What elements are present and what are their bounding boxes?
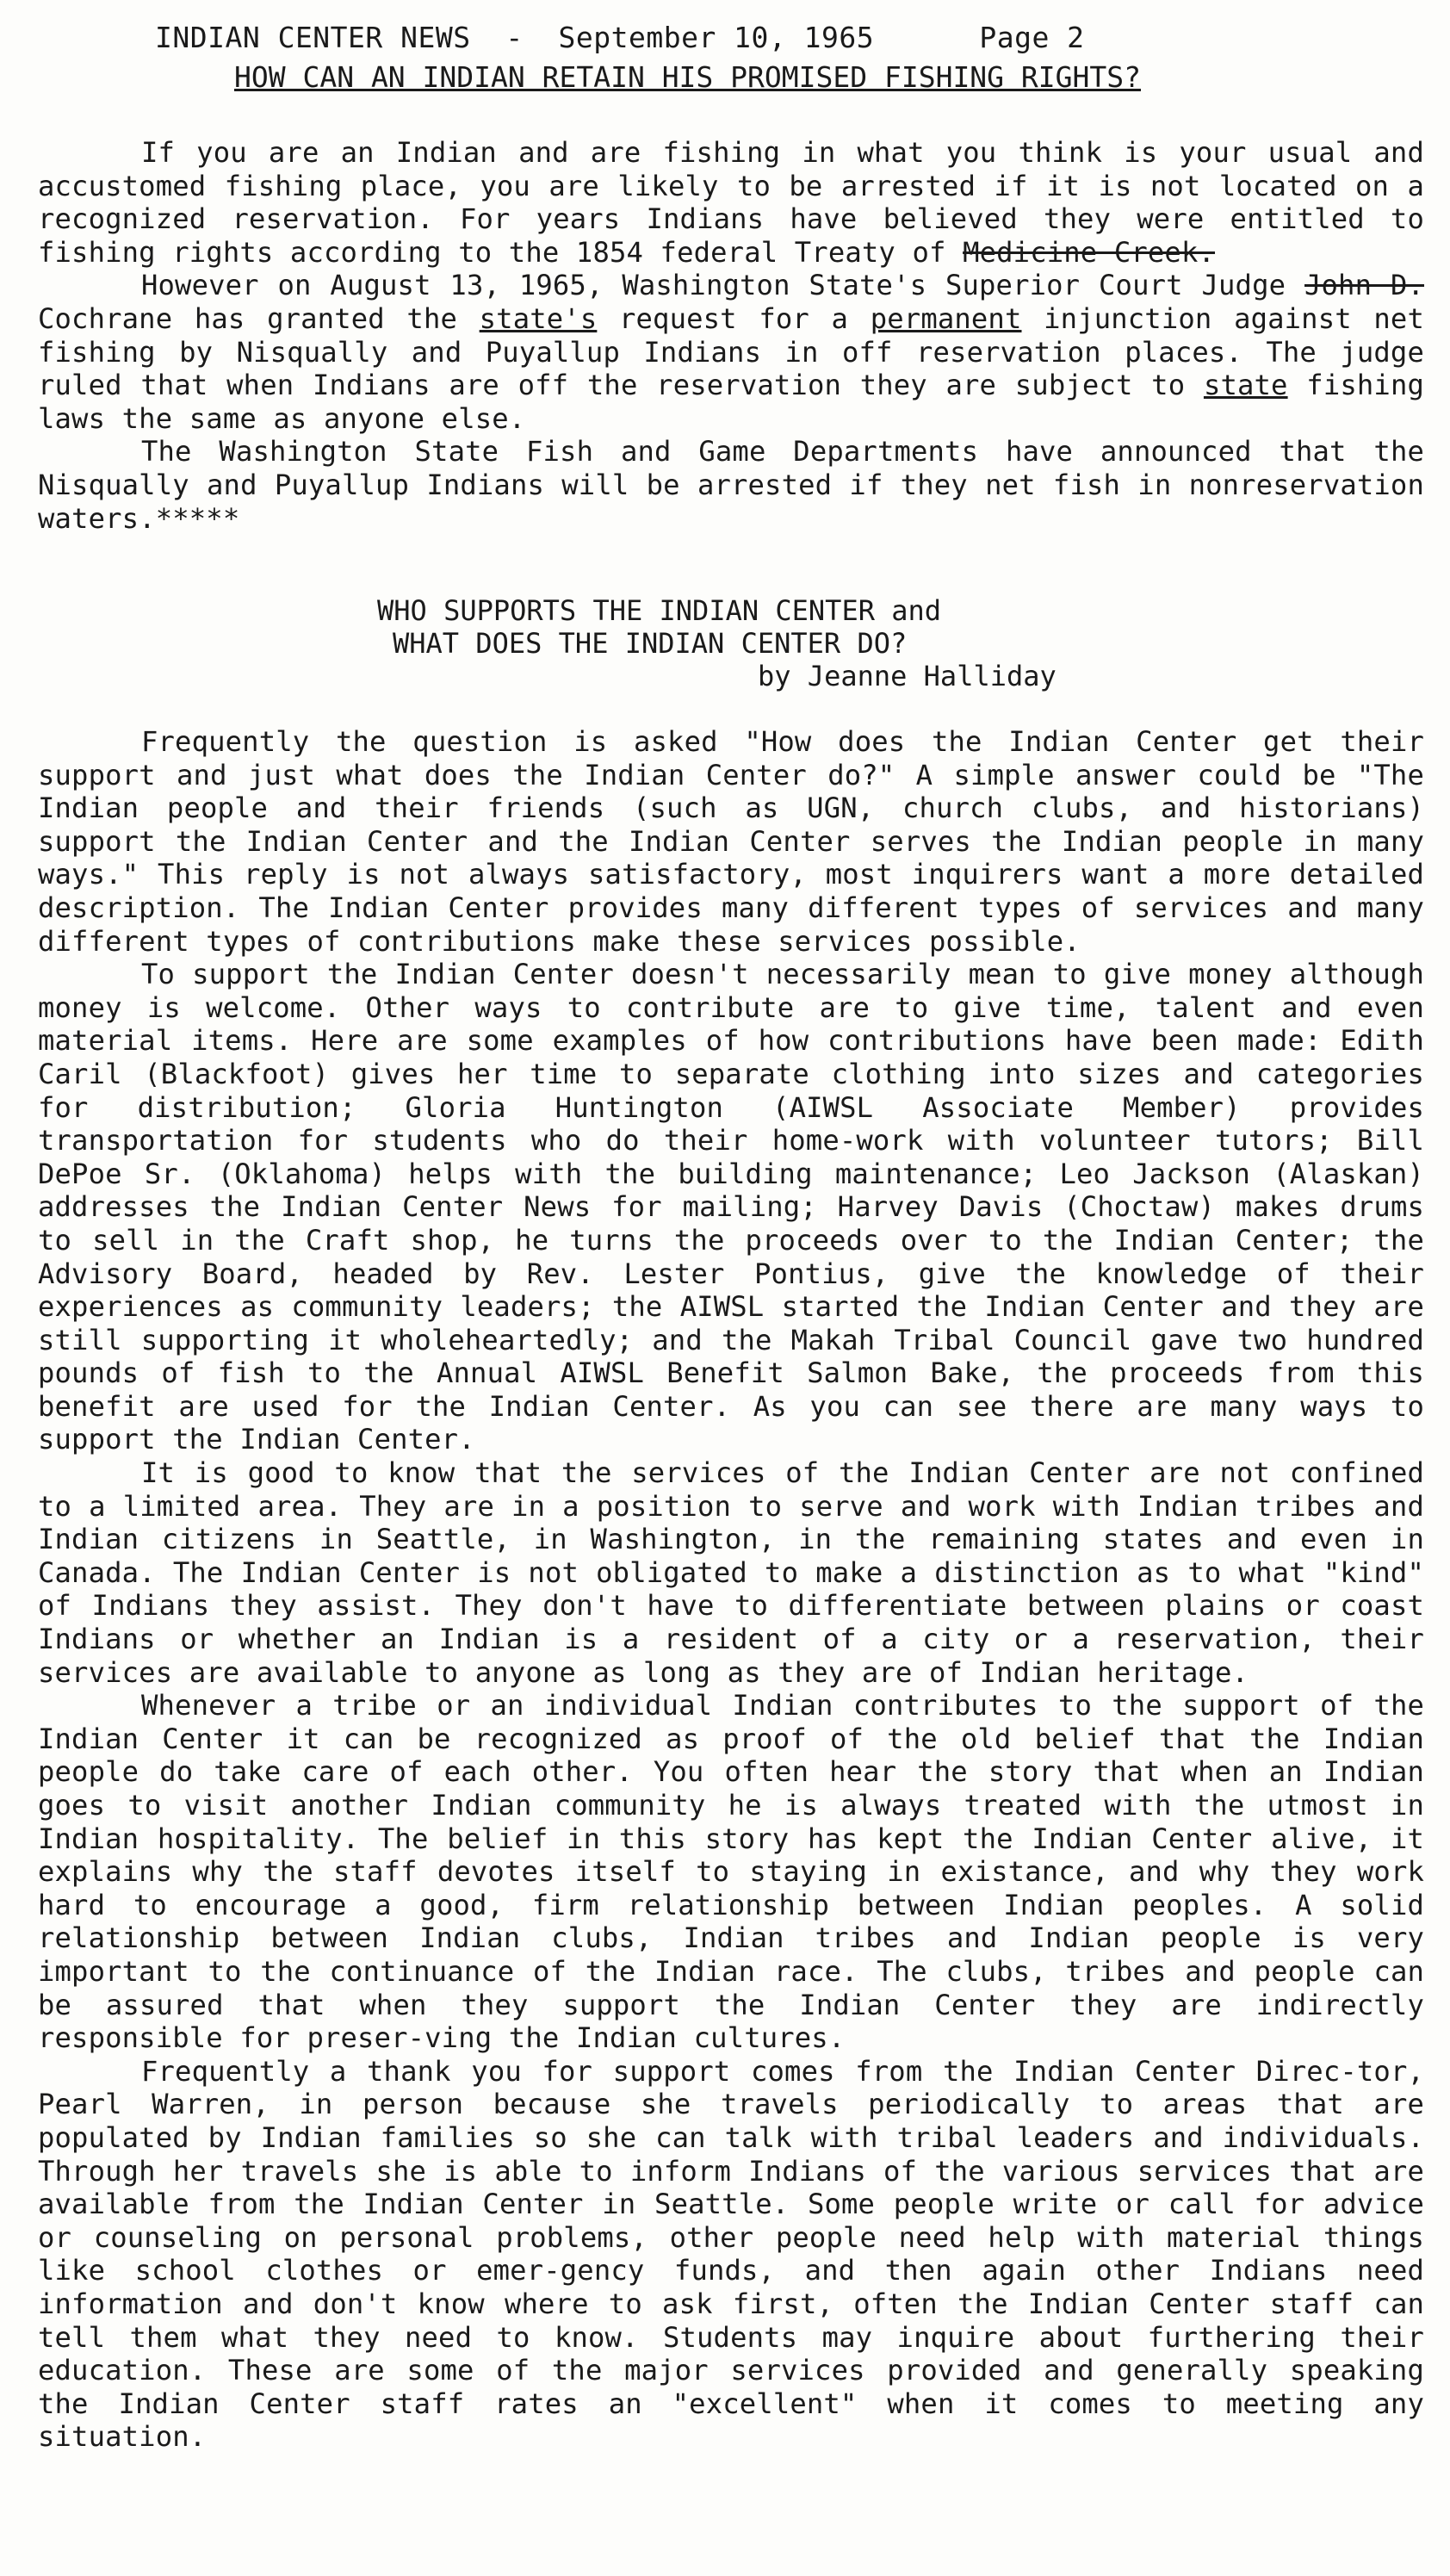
fishing-rights-headline: HOW CAN AN INDIAN RETAIN HIS PROMISED FISHING RIGHTS? — [234, 60, 1141, 94]
article-title-line-1: WHO SUPPORTS THE INDIAN CENTER and — [377, 594, 942, 627]
fishing-paragraph-3: The Washington State Fish and Game Departments have announced that the Nisqually and Puyallup Indians will be arrested if they net fish in nonreservation waters.***** — [38, 435, 1424, 535]
article-paragraph: Frequently a thank you for support comes from the Indian Center Direc-tor, Pearl Warren, in person because she travels periodically to areas that are populated by Indian families so she can talk with tribal leaders and individuals. Through her travels she is able to inform Indians of the various services that are available from the Indian Center in Seattle. Some people write or call for advice or counseling on personal problems, other people need help with material things like school clothes or emer-gency funds, and then again other Indians need information and don't know where to ask first, often the Indian Center staff can tell them what they need to know. Students may inquire about furthering their education. These are some of the major services provided and generally speaking the Indian Center staff rates an "excellent" when it comes to meeting any situation. — [38, 2054, 1424, 2454]
underlined-text: state's — [479, 301, 598, 335]
fishing-rights-article — [38, 136, 1424, 535]
masthead — [155, 21, 1085, 54]
indian-center-article — [38, 725, 1424, 2454]
underlined-text: permanent — [870, 301, 1022, 335]
struck-text: Medicine Creek. — [963, 235, 1216, 269]
fishing-paragraph-2: However on August 13, 1965, Washington State's Superior Court Judge John D. Cochrane has granted the state's request for a permanent injunction against net fishing by Nisqually and Puyallup Indians in off reservation places. The judge ruled that when Indians are off the reservation they are subject to state fishing laws the same as anyone else. — [38, 269, 1425, 435]
issue-date: September 10, 1965 — [558, 21, 875, 54]
article-paragraph: To support the Indian Center doesn't necessarily mean to give money although money is welcome. Other ways to contribute are to give time, talent and even material items. Here are some examples of how contributions have been made: Edith Caril (Blackfoot) gives her time to separate clothing into sizes and categories for distribution; Gloria Huntington (AIWSL Associate Member) provides transportation for students who do their home-work with volunteer tutors; Bill DePoe Sr. (Oklahoma) helps with the building maintenance; Leo Jackson (Alaskan) addresses the Indian Center News for mailing; Harvey Davis (Choctaw) makes drums to sell in the Craft shop, he turns the proceeds over to the Indian Center; the Advisory Board, headed by Rev. Lester Pontius, give the knowledge of their experiences as community leaders; the AIWSL started the Indian Center and they are still supporting it wholeheartedly; and the Makah Tribal Council gave two hundred pounds of fish to the Annual AIWSL Benefit Salmon Bake, the proceeds from this benefit are used for the Indian Center. As you can see there are many ways to support the Indian Center. — [38, 958, 1424, 1456]
article-paragraph: Frequently the question is asked "How does the Indian Center get their support and just what does the Indian Center do?" A simple answer could be "The Indian people and their friends (such as UGN, church clubs, and historians) support the Indian Center and the Indian Center serves the Indian people in many ways." This reply is not always satisfactory, most inquirers want a more detailed description. The Indian Center provides many different types of services and many different types of contributions make these services possible. — [38, 725, 1424, 958]
article-byline: by Jeanne Halliday — [758, 660, 1057, 692]
publication-name: INDIAN CENTER NEWS — [155, 21, 471, 54]
struck-text: John D. — [1304, 269, 1425, 302]
underlined-text: state — [1203, 369, 1288, 402]
page-number: Page 2 — [979, 21, 1085, 54]
article-title-line-2: WHAT DOES THE INDIAN CENTER DO? — [393, 627, 908, 660]
masthead-separator: - — [505, 21, 524, 54]
fishing-paragraph-1: If you are an Indian and are fishing in what you think is your usual and accustomed fishing place, you are likely to be arrested if it is not located on a recognized reservation. For years Indians have believed they were entitled to fishing rights according to the 1854 federal Treaty of Medicine Creek. — [38, 136, 1424, 269]
article-paragraph: It is good to know that the services of the Indian Center are not confined to a limited area. They are in a position to serve and work with Indian tribes and Indian citizens in Seattle, in Washington, in the remaining states and even in Canada. The Indian Center is not obligated to make a distinction as to what "kind" of Indians they assist. They don't have to differentiate between plains or coast Indians or whether an Indian is a resident of a city or a reservation, their services are available to anyone as long as they are of Indian heritage. — [38, 1456, 1424, 1689]
article-paragraph: Whenever a tribe or an individual Indian contributes to the support of the Indian Center it can be recognized as proof of the old belief that the Indian people do take care of each other. You often hear the story that when an Indian goes to visit another Indian community he is always treated with the utmost in Indian hospitality. The belief in this story has kept the Indian Center alive, it explains why the staff devotes itself to staying in existance, and why they work hard to encourage a good, firm relationship between Indian peoples. A solid relationship between Indian clubs, Indian tribes and Indian people is very important to the continuance of the Indian race. The clubs, tribes and people can be assured that when they support the Indian Center they are indirectly responsible for preser-ving the Indian cultures. — [38, 1689, 1424, 2055]
